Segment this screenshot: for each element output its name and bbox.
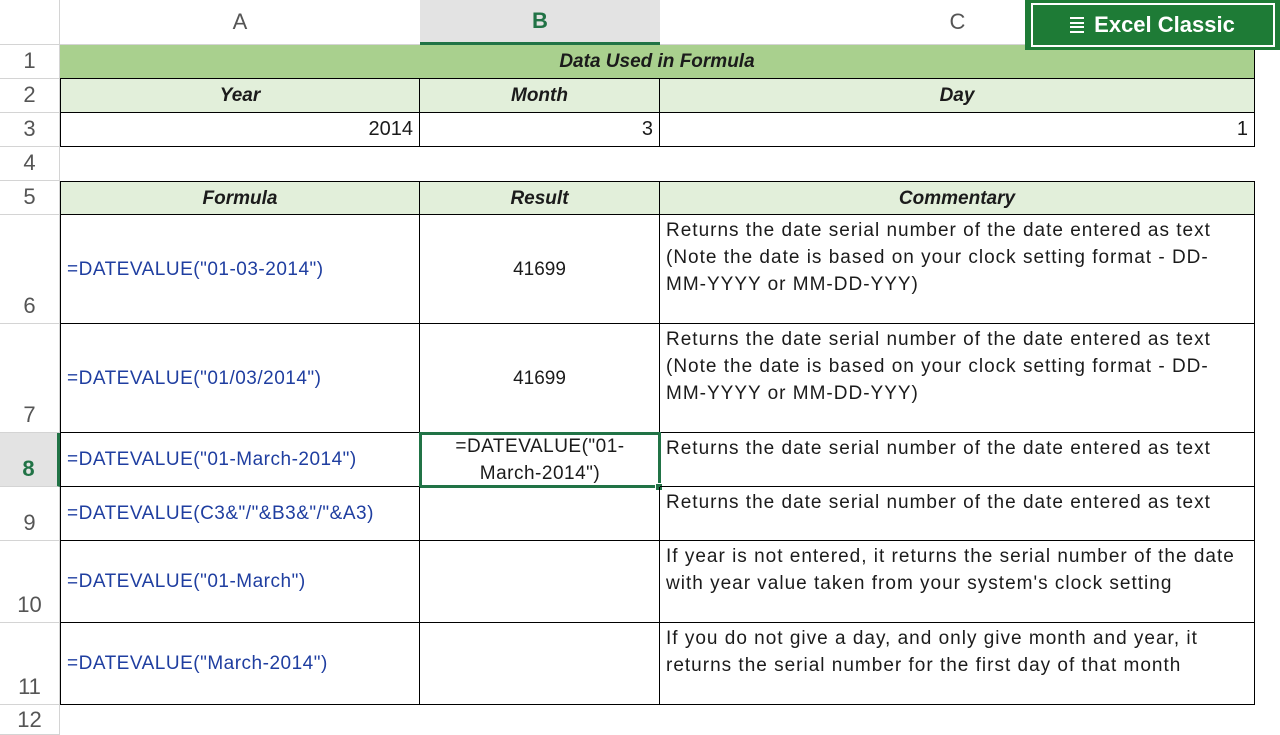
- title-cell[interactable]: Data Used in Formula: [60, 45, 1255, 79]
- header-day[interactable]: Day: [660, 79, 1255, 113]
- header-year[interactable]: Year: [60, 79, 420, 113]
- value-year[interactable]: 2014: [60, 113, 420, 147]
- row-header-3[interactable]: 3: [0, 113, 60, 147]
- commentary-cell[interactable]: Returns the date serial number of the date entered as text: [660, 433, 1255, 487]
- row-header-5[interactable]: 5: [0, 181, 60, 215]
- formula-cell[interactable]: =DATEVALUE("01/03/2014"): [60, 324, 420, 433]
- header-formula[interactable]: Formula: [60, 181, 420, 215]
- row-header-8[interactable]: 8: [0, 433, 60, 487]
- formula-cell[interactable]: =DATEVALUE(C3&"/"&B3&"/"&A3): [60, 487, 420, 541]
- row-header-4[interactable]: 4: [0, 147, 60, 181]
- header-month[interactable]: Month: [420, 79, 660, 113]
- row-header-1[interactable]: 1: [0, 45, 60, 79]
- commentary-cell[interactable]: Returns the date serial number of the date entered as text: [660, 487, 1255, 541]
- excel-classic-badge: [1025, 0, 1280, 50]
- result-cell[interactable]: 41699: [420, 215, 660, 324]
- commentary-cell[interactable]: Returns the date serial number of the date entered as text (Note the date is based on your clock setting format - DD-MM-YYYY or MM-DD-YYY): [660, 215, 1255, 324]
- value-day[interactable]: 1: [660, 113, 1255, 147]
- row-header-9[interactable]: 9: [0, 487, 60, 541]
- commentary-cell[interactable]: If you do not give a day, and only give month and year, it returns the serial number for the first day of that month: [660, 623, 1255, 705]
- badge-label: Excel Classic: [1094, 12, 1235, 37]
- badge-frame: [1031, 3, 1275, 47]
- result-cell[interactable]: [420, 623, 660, 705]
- formula-cell[interactable]: =DATEVALUE("01-March"): [60, 541, 420, 623]
- active-cell-editing[interactable]: =DATEVALUE("01-March-2014"): [419, 432, 661, 488]
- row-header-6[interactable]: 6: [0, 215, 60, 324]
- result-cell[interactable]: [420, 487, 660, 541]
- result-cell[interactable]: 41699: [420, 324, 660, 433]
- result-cell[interactable]: [420, 541, 660, 623]
- column-header-a[interactable]: A: [60, 0, 420, 45]
- select-all-corner[interactable]: [0, 0, 60, 45]
- formula-cell[interactable]: =DATEVALUE("01-03-2014"): [60, 215, 420, 324]
- header-commentary[interactable]: Commentary: [660, 181, 1255, 215]
- value-month[interactable]: 3: [420, 113, 660, 147]
- row-header-11[interactable]: 11: [0, 623, 60, 705]
- column-header-c[interactable]: C: [660, 0, 1255, 45]
- row-header-2[interactable]: 2: [0, 79, 60, 113]
- commentary-cell[interactable]: Returns the date serial number of the date entered as text (Note the date is based on your clock setting format - DD-MM-YYYY or MM-DD-YYY): [660, 324, 1255, 433]
- header-result[interactable]: Result: [420, 181, 660, 215]
- formula-cell[interactable]: =DATEVALUE("01-March-2014"): [60, 433, 420, 487]
- row-header-10[interactable]: 10: [0, 541, 60, 623]
- row-header-7[interactable]: 7: [0, 324, 60, 433]
- sheet-icon: [1070, 17, 1084, 33]
- commentary-cell[interactable]: If year is not entered, it returns the serial number of the date with year value taken from your system's clock setting: [660, 541, 1255, 623]
- row-header-12[interactable]: 12: [0, 705, 60, 735]
- column-header-b[interactable]: B: [420, 0, 660, 45]
- formula-cell[interactable]: =DATEVALUE("March-2014"): [60, 623, 420, 705]
